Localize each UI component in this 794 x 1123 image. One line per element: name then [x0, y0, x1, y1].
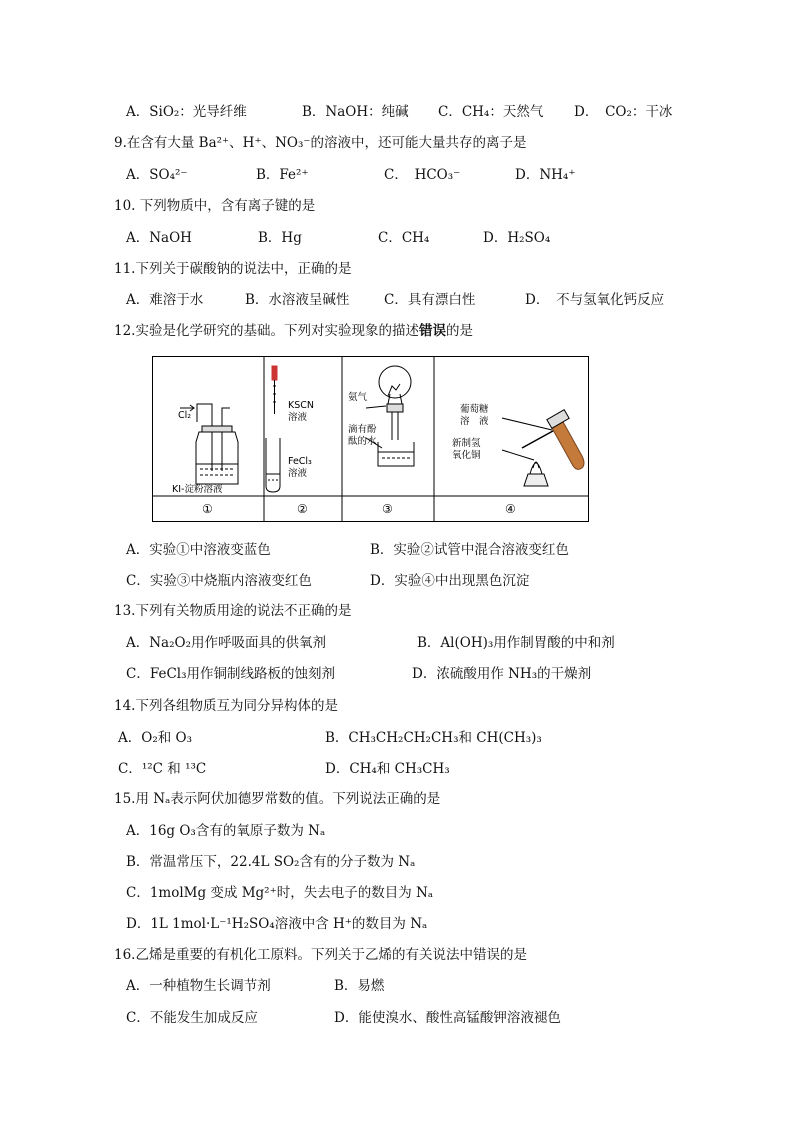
q11-option-c: C．具有漂白性: [384, 292, 476, 308]
q14-option-d: D．CH₄和 CH₃CH₃: [325, 761, 450, 777]
q8-option-b: B．NaOH：纯碱: [302, 104, 409, 120]
phenolphthalein-label-2: 酞的水: [348, 436, 377, 447]
q10-option-c: C．CH₄: [378, 230, 430, 246]
cl2-label: Cl₂: [178, 410, 192, 421]
q16-option-d: D．能使溴水、酸性高锰酸钾溶液褪色: [334, 1010, 561, 1026]
q12-stem-prefix: 12.实验是化学研究的基础。下列对实验现象的描述: [114, 323, 419, 339]
ammonia-label: 氨气: [348, 392, 368, 403]
q15-option-c: C．1molMg 变成 Mg²⁺时，失去电子的数目为 Nₐ: [126, 885, 434, 901]
experiment-figure: [152, 356, 589, 522]
q9-option-d: D．NH₄⁺: [515, 167, 576, 183]
q15-option-a: A．16g O₃含有的氧原子数为 Nₐ: [126, 823, 326, 839]
q13-option-c: C．FeCl₃用作铜制线路板的蚀刻剂: [126, 666, 336, 682]
kscn-solution-label: 溶液: [288, 412, 308, 423]
q16-stem: 16.乙烯是重要的有机化工原料。下列关于乙烯的有关说法中错误的是: [114, 947, 527, 963]
q11-stem: 11.下列关于碳酸钠的说法中，正确的是: [114, 261, 352, 277]
q10-option-a: A．NaOH: [126, 230, 192, 246]
q12-option-d: D．实验④中出现黑色沉淀: [370, 573, 530, 589]
phenolphthalein-label-1: 滴有酚: [348, 424, 377, 435]
q13-option-a: A．Na₂O₂用作呼吸面具的供氧剂: [126, 635, 327, 651]
q11-option-b: B．水溶液呈碱性: [245, 292, 350, 308]
q16-option-a: A．一种植物生长调节剂: [126, 978, 271, 994]
cuoh2-label-2: 氧化铜: [452, 450, 481, 461]
q13-stem: 13.下列有关物质用途的说法不正确的是: [114, 603, 352, 619]
q8-option-a: A．SiO₂：光导纤维: [126, 104, 247, 120]
q9-stem: 9.在含有大量 Ba²⁺、H⁺、NO₃⁻的溶液中，还可能大量共存的离子是: [114, 135, 527, 151]
kscn-label: KSCN: [288, 400, 314, 411]
q10-option-d: D．H₂SO₄: [483, 230, 551, 246]
q13-option-b: B．Al(OH)₃用作制胃酸的中和剂: [417, 635, 615, 651]
glucose-label-1: 葡萄糖: [460, 404, 489, 415]
q14-stem: 14.下列各组物质互为同分异构体的是: [114, 698, 338, 714]
panel-label-1: ①: [202, 502, 213, 516]
glucose-label-2: 溶 液: [460, 416, 489, 427]
q14-option-c: C．¹²C 和 ¹³C: [118, 761, 207, 777]
fecl3-label: FeCl₃: [288, 456, 312, 467]
q10-stem: 10. 下列物质中，含有离子键的是: [114, 198, 316, 214]
panel-label-3: ③: [382, 502, 393, 516]
q9-option-b: B．Fe²⁺: [256, 167, 309, 183]
q8-option-d: D． CO₂：干冰: [574, 104, 673, 120]
q16-option-c: C．不能发生加成反应: [126, 1010, 258, 1026]
q9-option-c: C． HCO₃⁻: [384, 167, 461, 183]
q14-option-a: A．O₂和 O₃: [118, 730, 192, 746]
q12-option-b: B．实验②试管中混合溶液变红色: [370, 542, 569, 558]
heating-apparatus: [502, 410, 584, 486]
q15-stem: 15.用 Nₐ表示阿伏加德罗常数的值。下列说法正确的是: [114, 791, 441, 807]
q11-option-a: A．难溶于水: [126, 292, 204, 308]
q8-option-c: C．CH₄：天然气: [438, 104, 544, 120]
panel-label-2: ②: [297, 502, 308, 516]
dropper-and-test-tube: [266, 366, 280, 492]
q15-option-d: D．1L 1mol·L⁻¹H₂SO₄溶液中含 H⁺的数目为 Nₐ: [126, 916, 428, 932]
q10-option-b: B．Hg: [258, 230, 302, 246]
q12-stem-emphasis: 错误: [418, 323, 446, 339]
q12-option-a: A．实验①中溶液变蓝色: [126, 542, 271, 558]
q15-option-b: B．常温常压下，22.4L SO₂含有的分子数为 Nₐ: [126, 854, 416, 870]
panel-label-4: ④: [505, 502, 516, 516]
ki-starch-label: KI-淀粉溶液: [172, 484, 223, 495]
q14-option-b: B．CH₃CH₂CH₂CH₃和 CH(CH₃)₃: [325, 730, 542, 746]
q12-option-c: C．实验③中烧瓶内溶液变红色: [126, 573, 312, 589]
q9-option-a: A．SO₄²⁻: [126, 167, 188, 183]
cuoh2-label-1: 新制氢: [452, 438, 481, 449]
q12-stem-suffix: 的是: [445, 323, 473, 339]
q12-stem: [114, 322, 473, 340]
q13-option-d: D．浓硫酸用作 NH₃的干燥剂: [412, 666, 592, 682]
q16-option-b: B．易燃: [334, 978, 385, 994]
fountain-apparatus: [366, 366, 414, 466]
q11-option-d: D． 不与氢氧化钙反应: [525, 292, 665, 308]
fecl3-solution-label: 溶液: [288, 468, 308, 479]
